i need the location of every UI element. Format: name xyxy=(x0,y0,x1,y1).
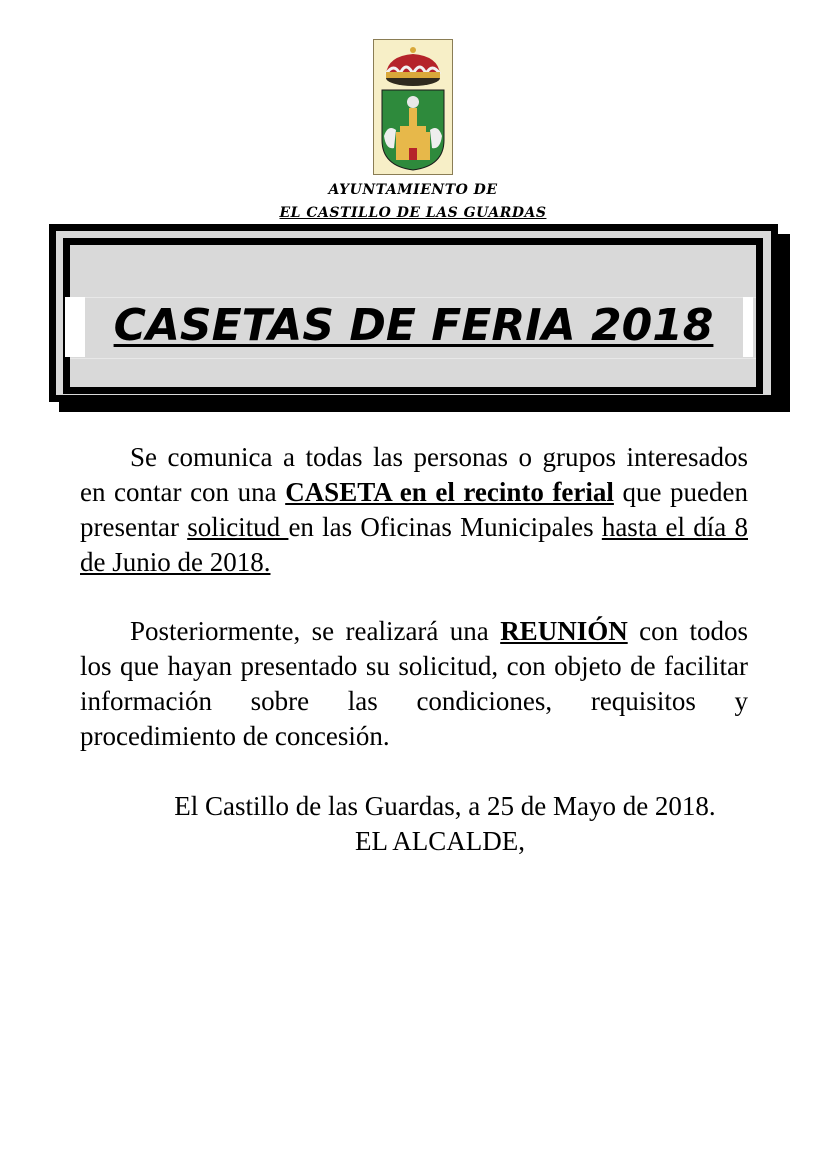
paragraph-meeting xyxy=(80,614,748,754)
coat-of-arms-icon xyxy=(373,39,453,175)
text: con todos los que hayan presentado su solicitud, con objeto de facilitar información sobre las condiciones, requisitos y procedimiento de concesión. xyxy=(80,616,748,751)
text: en las Oficinas Municipales xyxy=(288,512,602,542)
place-date: El Castillo de las Guardas, a 25 de Mayo de 2018. xyxy=(174,791,716,821)
council-name-line1: AYUNTAMIENTO DE xyxy=(328,182,498,198)
council-name-line2: EL CASTILLO DE LAS GUARDAS xyxy=(279,205,547,221)
text: que pueden presentar xyxy=(80,477,748,542)
page-title: CASETAS DE FERIA 2018 xyxy=(113,300,714,351)
title-banner xyxy=(49,224,778,410)
text: Se comunica a todas las personas o grupos interesados en contar con una xyxy=(80,442,748,507)
emphasis-reunion: REUNIÓN xyxy=(500,616,628,646)
emphasis-caseta: CASETA en el recinto ferial xyxy=(285,477,614,507)
emphasis-solicitud: solicitud xyxy=(187,512,289,542)
text: Posteriormente, se realizará una xyxy=(130,616,501,646)
signer-title: EL ALCALDE, xyxy=(355,826,525,856)
paragraph-announcement xyxy=(80,440,748,580)
deadline: hasta el día 8 de Junio de 2018. xyxy=(80,512,748,577)
